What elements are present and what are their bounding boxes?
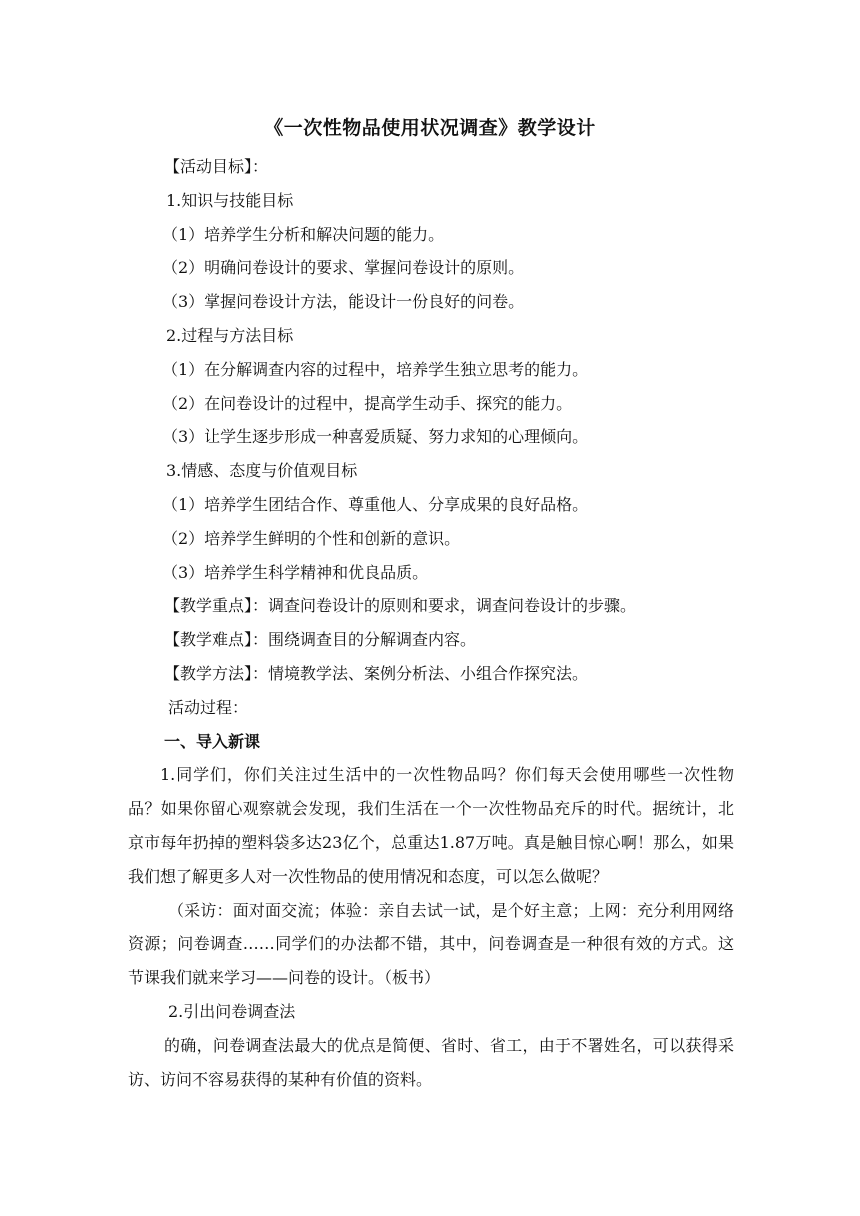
goal2-heading: 2.过程与方法目标 <box>166 325 294 345</box>
goal2-item: （1）在分解调查内容的过程中，培养学生独立思考的能力。 <box>162 359 589 379</box>
key-points: 【教学重点】：调查问卷设计的原则和要求，调查问卷设计的步骤。 <box>164 596 637 616</box>
goal1-item: （1）培养学生分析和解决问题的能力。 <box>162 224 445 244</box>
difficulties: 【教学难点】：围绕调查目的分解调查内容。 <box>164 630 477 650</box>
methods: 【教学方法】：情境教学法、案例分析法、小组合作探究法。 <box>164 663 589 683</box>
survey-paragraph: 的确，问卷调查法最大的优点是简便、省时、省工，由于不署姓名，可以获得采访、访问不容易获得的某种有价值的资料。 <box>128 1035 734 1089</box>
goal3-item: （2）培养学生鲜明的个性和创新的意识。 <box>162 528 461 548</box>
process-heading: 活动过程： <box>168 697 249 717</box>
goal3-item: （3）培养学生科学精神和优良品质。 <box>162 562 429 582</box>
subsection2-heading: 2.引出问卷调查法 <box>168 1001 296 1021</box>
goal2-item: （2）在问卷设计的过程中，提高学生动手、探究的能力。 <box>162 393 573 413</box>
section1-heading: 一、导入新课 <box>164 731 261 751</box>
methods-paragraph: （采访：面对面交流；体验：亲自去试一试，是个好主意；上网：充分利用网络资源；问卷调查……同学们的办法都不错，其中，问卷调查是一种很有效的方式。这节课我们就来学习——问卷的设计。（板书） <box>128 900 734 988</box>
goal3-heading: 3.情感、态度与价值观目标 <box>166 461 358 481</box>
intro-paragraph: 1.同学们，你们关注过生活中的一次性物品吗？你们每天会使用哪些一次性物品？如果你留心观察就会发现，我们生活在一个一次性物品充斥的时代。据统计，北京市每年扔掉的塑料袋多达23亿个，总重达1.87万吨。真是触目惊心啊！那么，如果我们想了解更多人对一次性物品的使用情况和态度，可以怎么做呢？ <box>128 765 734 886</box>
goal1-heading: 1.知识与技能目标 <box>166 190 294 210</box>
goal3-item: （1）培养学生团结合作、尊重他人、分享成果的良好品格。 <box>162 494 589 514</box>
document-title: 《一次性物品使用状况调查》教学设计 <box>264 117 596 139</box>
document-body <box>128 150 734 1096</box>
goal2-item: （3）让学生逐步形成一种喜爱质疑、努力求知的心理倾向。 <box>162 427 589 447</box>
goal1-item: （3）掌握问卷设计方法，能设计一份良好的问卷。 <box>162 292 525 312</box>
goals-heading: 【活动目标】： <box>164 157 269 176</box>
goal1-item: （2）明确问卷设计的要求、掌握问卷设计的原则。 <box>162 258 525 278</box>
